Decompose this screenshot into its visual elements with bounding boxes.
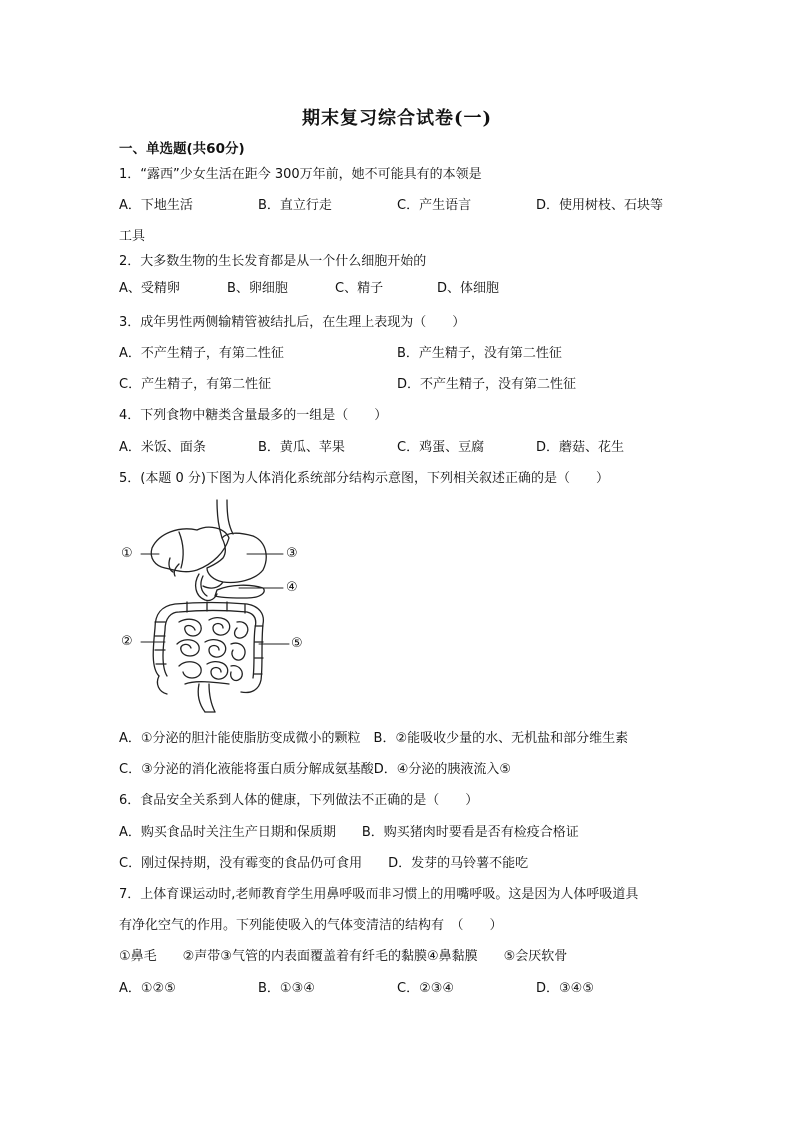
label-2: ②: [121, 634, 133, 649]
q6-options-ab: A．购买食品时关注生产日期和保质期 B．购买猪肉时要看是否有检疫合格证: [119, 825, 579, 840]
q1-option-c: C．产生语言: [397, 198, 472, 213]
label-4: ④: [286, 580, 298, 595]
q3-option-d: D．不产生精子，没有第二性征: [397, 377, 577, 392]
digestive-system-diagram: [119, 498, 314, 718]
q1-option-d-continued: 工具: [119, 229, 146, 244]
q5-options-cd: C．③分泌的消化液能将蛋白质分解成氨基酸D．④分泌的胰液流入⑤: [119, 762, 512, 777]
q7-option-a: A．①②⑤: [119, 981, 176, 996]
question-1-stem: 1．“露西”少女生活在距今 300万年前，她不可能具有的本领是: [119, 167, 482, 182]
section-heading: 一、单选题(共60分): [119, 141, 245, 157]
q7-structure-list: ①鼻毛 ②声带③气管的内表面覆盖着有纤毛的黏膜④鼻黏膜 ⑤会厌软骨: [119, 949, 568, 964]
q4-option-c: C．鸡蛋、豆腐: [397, 440, 485, 455]
q2-option-b: B、卵细胞: [227, 281, 288, 296]
label-3: ③: [286, 546, 298, 561]
q1-option-a: A．下地生活: [119, 198, 193, 213]
q3-option-b: B．产生精子，没有第二性征: [397, 346, 562, 361]
q7-option-d: D．③④⑤: [536, 981, 594, 996]
q2-option-a: A、受精卵: [119, 281, 180, 296]
page-title: 期末复习综合试卷(一): [301, 108, 493, 129]
q4-option-b: B．黄瓜、苹果: [258, 440, 345, 455]
q6-options-cd: C．刚过保持期，没有霉变的食品仍可食用 D．发芽的马铃薯不能吃: [119, 856, 529, 871]
q7-option-c: C．②③④: [397, 981, 455, 996]
question-3-stem: 3．成年男性两侧输精管被结扎后，在生理上表现为（ ）: [119, 315, 466, 330]
q3-option-a: A．不产生精子，有第二性征: [119, 346, 284, 361]
q5-options-ab: A．①分泌的胆汁能使脂肪变成微小的颗粒 B．②能吸收少量的水、无机盐和部分维生素: [119, 731, 629, 746]
question-2-stem: 2．大多数生物的生长发育都是从一个什么细胞开始的: [119, 254, 427, 269]
q7-option-b: B．①③④: [258, 981, 315, 996]
question-5-stem: 5．(本题 0 分)下图为人体消化系统部分结构示意图，下列相关叙述正确的是（ ）: [119, 471, 609, 486]
q1-option-d: D．使用树枝、石块等: [536, 198, 664, 213]
question-6-stem: 6．食品安全关系到人体的健康，下列做法不正确的是（ ）: [119, 793, 479, 808]
question-4-stem: 4．下列食物中糖类含量最多的一组是（ ）: [119, 408, 388, 423]
q1-option-b: B．直立行走: [258, 198, 332, 213]
q3-option-c: C．产生精子，有第二性征: [119, 377, 272, 392]
q4-option-d: D．蘑菇、花生: [536, 440, 625, 455]
label-5: ⑤: [291, 636, 303, 651]
question-7-stem-line-1: 7．上体育课运动时,老师教育学生用鼻呼吸而非习惯上的用嘴呼吸。这是因为人体呼吸道具: [119, 887, 639, 902]
q4-option-a: A．米饭、面条: [119, 440, 206, 455]
q2-option-c: C、精子: [335, 281, 384, 296]
question-7-stem-line-2: 有净化空气的作用。下列能使吸入的气体变清洁的结构有 （ ）: [119, 918, 503, 933]
label-1: ①: [121, 546, 133, 561]
q2-option-d: D、体细胞: [437, 281, 500, 296]
